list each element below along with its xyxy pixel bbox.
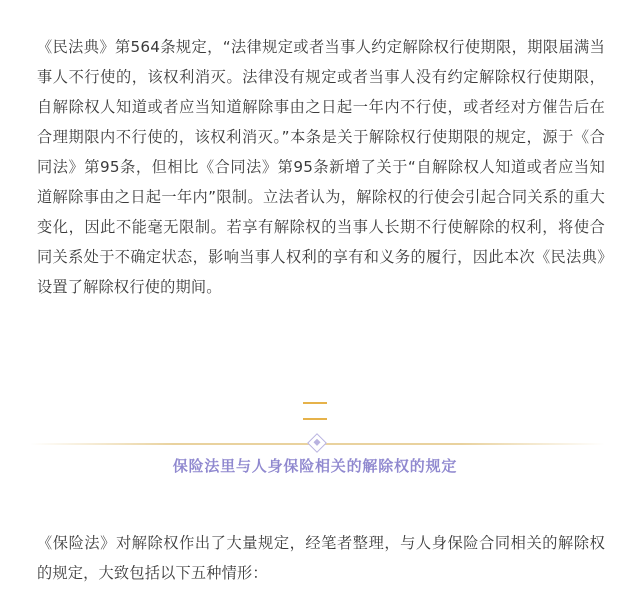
section-number-glyph — [303, 399, 327, 423]
section-title: 保险法里与人身保险相关的解除权的规定 — [172, 457, 458, 475]
article-paragraph-civil-code: 《民法典》第564条规定，“法律规定或者当事人约定解除权行使期限，期限届满当事人不行使的，该权利消灭。法律没有规定或者当事人没有约定解除权行使期限，自解除权人知道或者应当知道解除事由之日起一年内不行使，或者经对方催告后在合理期限内不行使的，该权利消灭。”本条是关于解除权行使期限的规定，源于《合同法》第95条，但相比《合同法》第95条新增了关于“自解除权人知道或者应当知道解除事由之日起一年内”限制。立法者认为，解除权的行使会引起合同关系的重大变化，因此不能毫无限制。若享有解除权的当事人长期不行使解除的权利，将使合同关系处于不确定状态，影响当事人权利的享有和义务的履行，因此本次《民法典》设置了解除权行使的期间。 — [37, 38, 605, 296]
diamond-ornament-icon — [307, 433, 327, 453]
section-number — [0, 399, 630, 427]
article-paragraph-insurance-law: 《保险法》对解除权作出了大量规定，经笔者整理，与人身保险合同相关的解除权的规定，大致包括以下五种情形： — [37, 534, 605, 582]
